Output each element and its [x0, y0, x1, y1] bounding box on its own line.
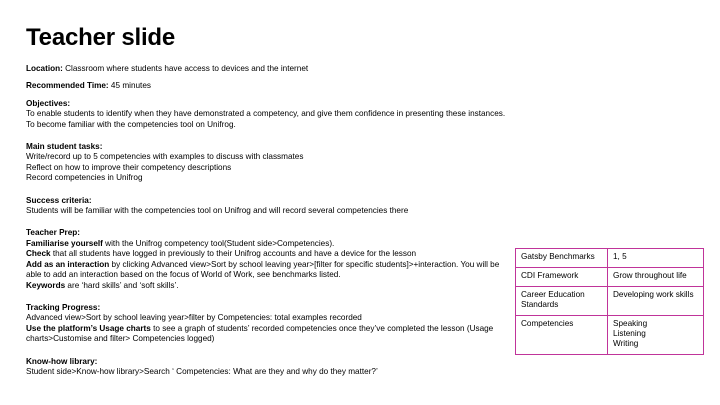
prep-item	[26, 281, 516, 291]
tracking-section	[26, 303, 516, 345]
prep-item-text: by clicking Advanced view>Sort by school leaving year>[filter for specific students]>+interaction. You will be able to add an interaction based on the focus of World of Work, see benchmarks listed.	[26, 259, 500, 280]
table-row	[516, 287, 704, 316]
objective-line: To become familiar with the competencies tool on Unifrog.	[26, 119, 236, 129]
success-line: Students will be familiar with the competencies tool on Unifrog and will record several competencies there	[26, 206, 409, 216]
task-line: Reflect on how to improve their competency descriptions	[26, 162, 232, 172]
location-value: Classroom where students have access to devices and the internet	[62, 64, 309, 73]
tracking-usage-bold: Use the platform’s Usage charts	[26, 323, 151, 333]
table-label-cell: Competencies	[516, 316, 608, 355]
objectives-section	[26, 99, 516, 130]
time-row	[26, 81, 516, 91]
table-row	[516, 316, 704, 355]
table-value: Speaking	[613, 319, 648, 328]
task-line: Write/record up to 5 competencies with examples to discuss with classmates	[26, 152, 304, 162]
benchmarks-table	[515, 248, 704, 355]
prep-item-bold: Check	[26, 249, 51, 259]
table-value-cell	[608, 268, 704, 287]
tracking-usage-line	[26, 324, 516, 345]
success-heading: Success criteria:	[26, 195, 92, 205]
slide-title: Teacher slide	[26, 24, 176, 51]
table-value: 1, 5	[613, 252, 627, 261]
table-value: Developing work skills	[613, 290, 694, 299]
tracking-usage-text: to see a graph of students’ recorded competencies once they’ve completed the lesson (Usage charts>Customise and filter> Competencies logged)	[26, 323, 494, 344]
table-value: Listening	[613, 329, 646, 338]
table-row	[516, 249, 704, 268]
table-label-cell: Career Education Standards	[516, 287, 608, 316]
objectives-heading: Objectives:	[26, 98, 71, 108]
tasks-section	[26, 142, 516, 184]
prep-item-bold: Familiarise yourself	[26, 238, 103, 248]
table-value-cell	[608, 316, 704, 355]
task-line: Record competencies in Unifrog	[26, 173, 143, 183]
prep-item-text: with the Unifrog competency tool(Student side>Competencies).	[102, 238, 335, 248]
prep-item-bold: Add as an interaction	[26, 259, 110, 269]
success-section	[26, 196, 516, 217]
prep-item	[26, 260, 516, 281]
prep-item	[26, 239, 516, 249]
table-row	[516, 268, 704, 287]
teacher-prep-section	[26, 228, 516, 290]
knowhow-heading: Know-how library:	[26, 356, 98, 366]
lesson-details	[26, 64, 516, 384]
time-label: Recommended Time:	[26, 81, 109, 91]
prep-item-text: are ‘hard skills’ and ‘soft skills’.	[65, 280, 179, 290]
time-value: 45 minutes	[108, 81, 151, 91]
tracking-heading: Tracking Progress:	[26, 302, 101, 312]
location-row	[26, 64, 516, 74]
knowhow-line: Student side>Know-how library>Search ‘ Competencies: What are they and why do they matter?’	[26, 366, 378, 376]
knowhow-section	[26, 357, 516, 378]
table-label-cell: CDI Framework	[516, 268, 608, 287]
table-value-cell	[608, 287, 704, 316]
objective-line: To enable students to identify when they have demonstrated a competency, and give them confidence in presenting these instances.	[26, 109, 506, 119]
tracking-line: Advanced view>Sort by school leaving year>filter by Competencies: total examples recorded	[26, 313, 362, 323]
table-value-cell	[608, 249, 704, 268]
prep-item-text: that all students have logged in previously to their Unifrog accounts and have a device for the lesson	[50, 249, 417, 259]
teacher-prep-heading: Teacher Prep:	[26, 228, 80, 238]
prep-item	[26, 249, 516, 259]
table-value: Grow throughout life	[613, 271, 687, 280]
location-label: Location:	[26, 64, 63, 73]
table-value: Writing	[613, 339, 639, 348]
table-label-cell: Gatsby Benchmarks	[516, 249, 608, 268]
prep-item-bold: Keywords	[26, 280, 66, 290]
tasks-heading: Main student tasks:	[26, 142, 103, 152]
